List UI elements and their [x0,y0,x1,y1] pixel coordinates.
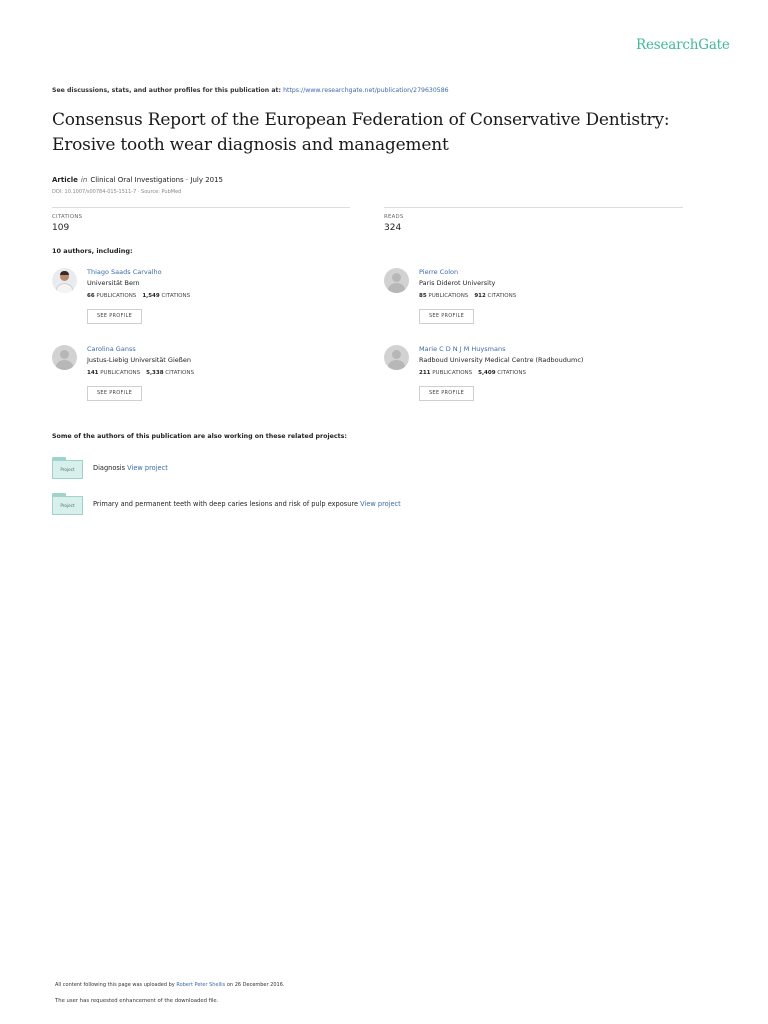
discussion-text: See discussions, stats, and author profiles for this publication at: [52,87,284,94]
author-institution: Radboud University Medical Centre (Radboudumc) [419,356,584,364]
author-card [52,268,342,330]
default-avatar-icon[interactable] [384,345,409,370]
citations-label: CITATIONS [161,293,191,299]
discussion-line [52,87,449,94]
project-folder-icon [52,457,83,479]
citations-count: 1,549 [142,293,160,299]
author-name-link[interactable]: Marie C D N J M Huysmans [419,345,506,353]
upload-suffix: on 26 December 2016. [225,982,285,988]
citations-divider [52,207,350,208]
project-text [93,464,168,472]
enhancement-note: The user has requested enhancement of the downloaded file. [55,998,219,1004]
citations-label: CITATIONS [52,214,83,220]
paper-title-line-1: Consensus Report of the European Federation of Conservative Dentistry: [52,110,670,130]
project-title: Diagnosis [93,464,126,472]
doi-line: DOI: 10.1007/s00784-015-1511-7 · Source: PubMed [52,189,182,195]
citations-label: CITATIONS [165,370,194,376]
publications-count: 85 [419,293,427,299]
researchgate-logo[interactable]: ResearchGate [636,37,730,53]
project-folder-label: Project [60,467,75,472]
author-card [384,268,674,330]
see-profile-button[interactable]: SEE PROFILE [419,309,474,324]
author-stats [87,293,190,299]
upload-prefix: All content following this page was uploaded by [55,982,177,988]
project-item [52,493,552,517]
publications-label: PUBLICATIONS [428,293,469,299]
default-avatar-icon[interactable] [52,345,77,370]
author-stats [87,370,194,376]
publications-label: PUBLICATIONS [100,370,141,376]
journal-info: Clinical Oral Investigations · July 2015 [90,176,224,184]
default-avatar-icon[interactable] [384,268,409,293]
author-card [384,345,674,407]
author-institution: Universität Bern [87,279,140,287]
author-institution: Paris Diderot University [419,279,496,287]
publications-label: PUBLICATIONS [432,370,473,376]
publications-label: PUBLICATIONS [96,293,137,299]
author-name-link[interactable]: Pierre Colon [419,268,459,276]
reads-divider [384,207,683,208]
reads-value: 324 [384,223,402,233]
citations-count: 5,338 [146,370,164,376]
see-profile-button[interactable]: SEE PROFILE [87,386,142,401]
see-profile-button[interactable]: SEE PROFILE [419,386,474,401]
citations-count: 5,409 [478,370,496,376]
upload-note [55,982,284,988]
project-title: Primary and permanent teeth with deep caries lesions and risk of pulp exposure [93,500,359,508]
project-folder-icon [52,493,83,515]
uploader-link[interactable]: Robert Peter Shellis [176,982,226,988]
see-profile-button[interactable]: SEE PROFILE [87,309,142,324]
reads-label: READS [384,214,404,220]
project-folder-label: Project [60,503,75,508]
author-photo[interactable] [52,268,77,293]
in-word: in [80,176,88,184]
citations-label: CITATIONS [487,293,517,299]
authors-heading: 10 authors, including: [52,247,133,255]
author-name-link[interactable]: Carolina Ganss [87,345,136,353]
projects-heading: Some of the authors of this publication are also working on these related projects: [52,433,347,440]
view-project-link[interactable]: View project [127,464,168,472]
paper-title [52,108,702,158]
article-type: Article [52,176,78,184]
article-info [52,176,223,184]
publication-url-link[interactable]: https://www.researchgate.net/publication/279630586 [283,87,449,94]
paper-title-line-2: Erosive tooth wear diagnosis and management [52,135,449,155]
author-institution: Justus-Liebig Universität Gießen [87,356,191,364]
view-project-link[interactable]: View project [360,500,401,508]
project-text [93,500,401,508]
author-stats [419,370,526,376]
publications-count: 141 [87,370,99,376]
author-name-link[interactable]: Thiago Saads Carvalho [87,268,162,276]
publications-count: 66 [87,293,95,299]
author-stats [419,293,516,299]
author-card [52,345,342,407]
citations-value: 109 [52,223,70,233]
publications-count: 211 [419,370,431,376]
citations-label: CITATIONS [497,370,526,376]
project-item [52,457,552,481]
citations-count: 912 [474,293,486,299]
